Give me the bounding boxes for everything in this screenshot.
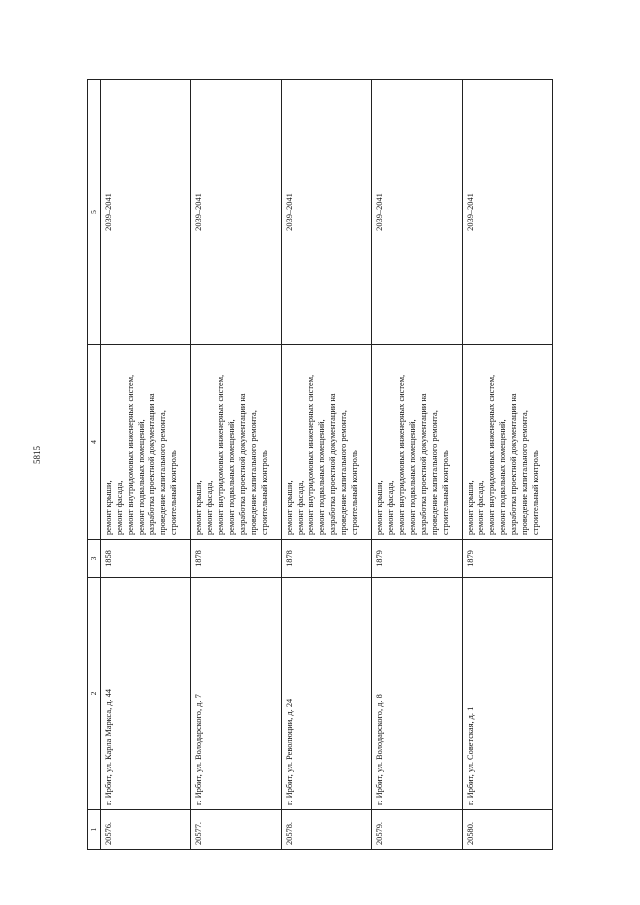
repair-period: 2039–2041	[100, 80, 190, 345]
column-header-4: 4	[88, 345, 101, 540]
repair-works-list	[100, 345, 190, 540]
repair-period: 2039–2041	[462, 80, 553, 345]
repair-works-list	[281, 345, 371, 540]
rotated-table-area	[87, 80, 553, 850]
capital-repair-table	[87, 79, 553, 850]
repair-work-item: ремонт подвальных помещений,	[136, 419, 146, 535]
table-row	[191, 80, 281, 850]
repair-work-item: ремонт крыши,	[375, 480, 385, 535]
repair-works-list	[191, 345, 281, 540]
commission-year: 1878	[281, 540, 371, 578]
house-address: г. Ирбит, ул. Советская, д. 1	[462, 578, 553, 810]
repair-work-item: ремонт фасада,	[476, 480, 486, 535]
table-row	[372, 80, 462, 850]
repair-work-item: проведение капитального ремонта,	[520, 410, 530, 535]
column-header-3: 3	[88, 540, 101, 578]
repair-work-item: ремонт крыши,	[465, 480, 475, 535]
repair-work-item: ремонт внутридомовых инженерных систем,	[396, 374, 406, 535]
column-header-2: 2	[88, 578, 101, 810]
row-number: 20578.	[281, 810, 371, 850]
repair-work-item: ремонт подвальных помещений,	[317, 419, 327, 535]
repair-work-item: ремонт крыши,	[284, 480, 294, 535]
repair-works-list	[372, 345, 462, 540]
repair-work-item: ремонт подвальных помещений,	[226, 419, 236, 535]
repair-work-item: ремонт внутридомовых инженерных систем,	[487, 374, 497, 535]
house-address: г. Ирбит, ул. Володарского, д. 8	[372, 578, 462, 810]
repair-work-item: ремонт фасада,	[385, 480, 395, 535]
repair-work-item: проведение капитального ремонта,	[248, 410, 258, 535]
repair-work-item: разработка проектной документации на	[237, 393, 247, 535]
repair-work-item: разработка проектной документации на	[418, 393, 428, 535]
rotated-table-frame	[87, 80, 553, 850]
table-row	[100, 80, 190, 850]
page-number	[27, 440, 47, 470]
repair-work-item: строительный контроль	[440, 450, 450, 535]
repair-work-item: ремонт подвальных помещений,	[498, 419, 508, 535]
commission-year: 1858	[100, 540, 190, 578]
repair-period: 2039–2041	[372, 80, 462, 345]
repair-work-item: ремонт фасада,	[114, 480, 124, 535]
column-header-1: 1	[88, 810, 101, 850]
repair-work-item: ремонт внутридомовых инженерных систем,	[125, 374, 135, 535]
table-row	[281, 80, 371, 850]
repair-work-item: строительный контроль	[531, 450, 541, 535]
table-row	[462, 80, 553, 850]
repair-work-item: ремонт подвальных помещений,	[407, 419, 417, 535]
commission-year: 1879	[372, 540, 462, 578]
repair-work-item: разработка проектной документации на	[328, 393, 338, 535]
repair-work-item: проведение капитального ремонта,	[339, 410, 349, 535]
repair-work-item: ремонт фасада,	[205, 480, 215, 535]
repair-work-item: ремонт внутридомовых инженерных систем,	[216, 374, 226, 535]
repair-work-item: проведение капитального ремонта,	[429, 410, 439, 535]
repair-work-item: разработка проектной документации на	[509, 393, 519, 535]
repair-period: 2039–2041	[281, 80, 371, 345]
row-number: 20577.	[191, 810, 281, 850]
repair-work-item: ремонт фасада,	[295, 480, 305, 535]
repair-work-item: строительный контроль	[259, 450, 269, 535]
repair-work-item: строительный контроль	[169, 450, 179, 535]
column-number-row	[88, 80, 101, 850]
commission-year: 1879	[462, 540, 553, 578]
repair-work-item: разработка проектной документации на	[147, 393, 157, 535]
page-number-text: 5815	[32, 446, 42, 464]
repair-work-item: строительный контроль	[350, 450, 360, 535]
house-address: г. Ирбит, ул. Революции, д. 24	[281, 578, 371, 810]
row-number: 20576.	[100, 810, 190, 850]
column-header-5: 5	[88, 80, 101, 345]
repair-works-list	[462, 345, 553, 540]
commission-year: 1878	[191, 540, 281, 578]
repair-work-item: ремонт внутридомовых инженерных систем,	[306, 374, 316, 535]
repair-work-item: ремонт крыши,	[194, 480, 204, 535]
house-address: г. Ирбит, ул. Карла Маркса, д. 44	[100, 578, 190, 810]
repair-period: 2039–2041	[191, 80, 281, 345]
row-number: 20580.	[462, 810, 553, 850]
row-number: 20579.	[372, 810, 462, 850]
repair-work-item: проведение капитального ремонта,	[158, 410, 168, 535]
house-address: г. Ирбит, ул. Володарского, д. 7	[191, 578, 281, 810]
repair-work-item: ремонт крыши,	[103, 480, 113, 535]
